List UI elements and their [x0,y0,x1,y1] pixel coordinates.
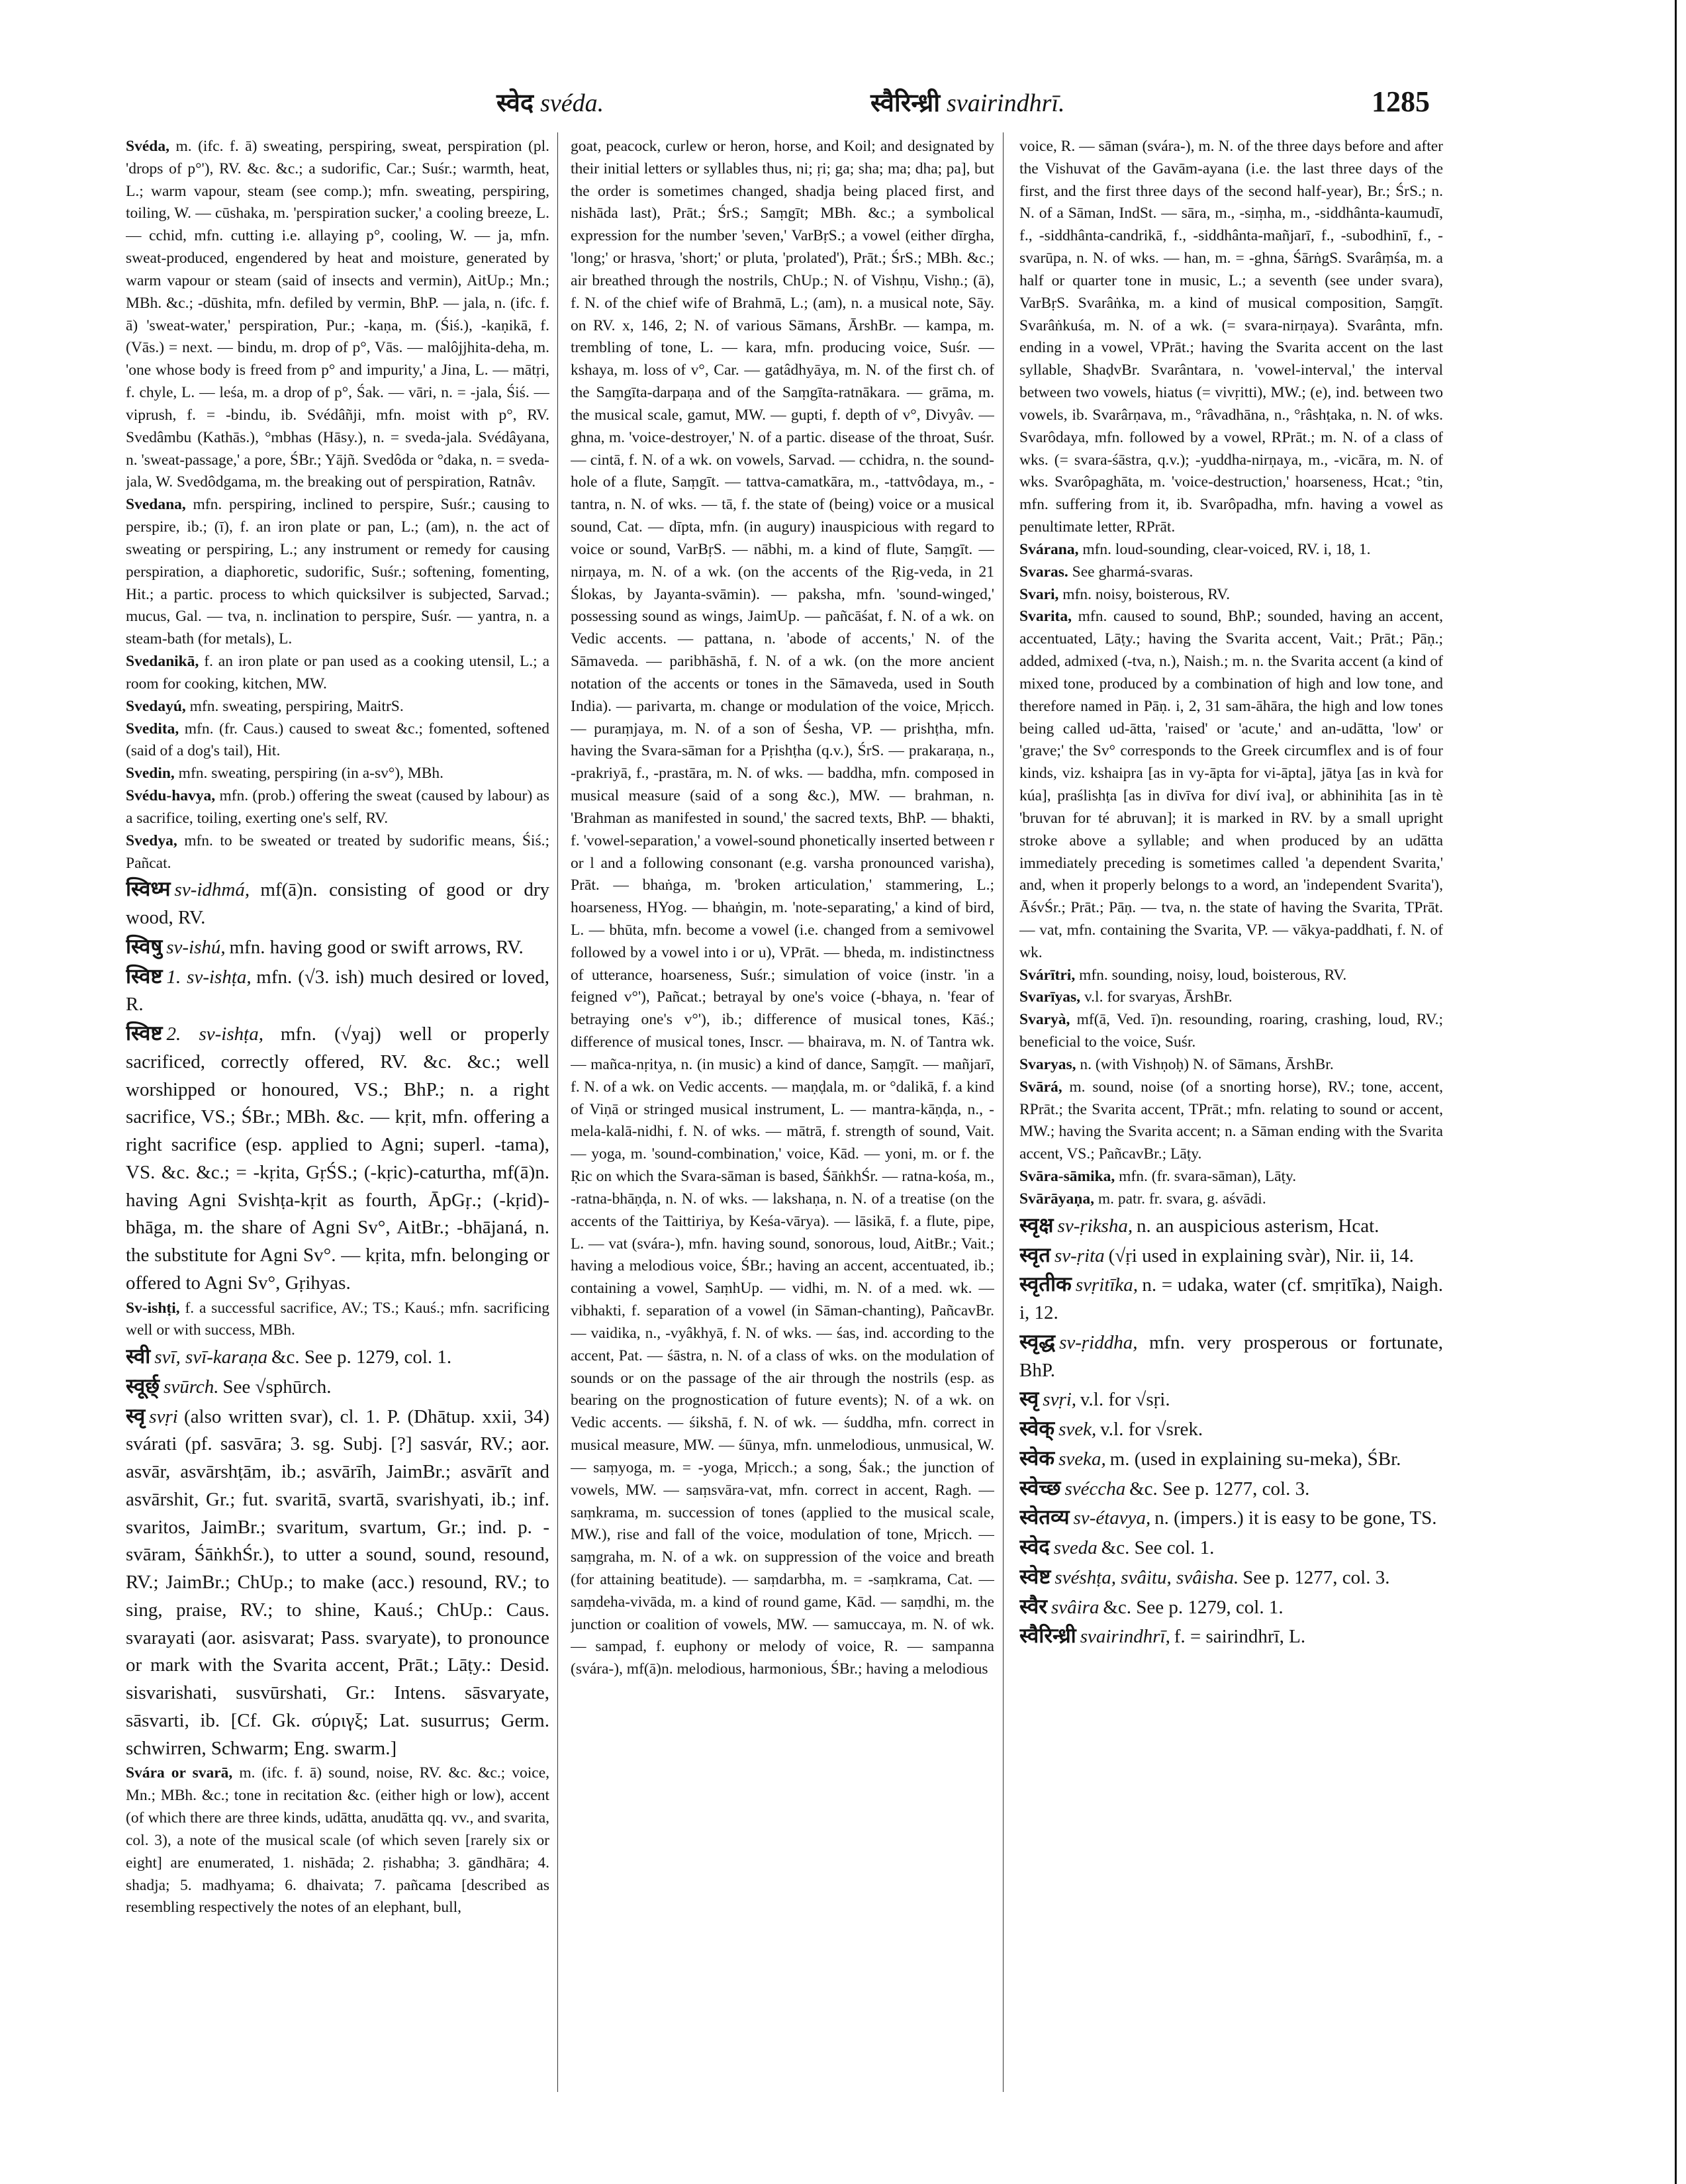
dictionary-entry [1019,1444,1443,1474]
dictionary-entry [126,785,549,830]
entry-definition: mfn. to be sweated or treated by sudorific means, Śiś.; Pañcat. [126,831,549,872]
entry-definition: voice, R. — sāman (svára-), m. N. of the three days before and after the Vishuvat of the Gavām-ayana (i.e. the last three days of the first, and the first three days of the second half-year), Br.; ŚrS.; n. N. of a Sāman, IndSt. — sāra, m., -siṃha, m., -siddhânta-kaumudī, f., -siddhânta-candrikā, f., -siddhânta-mañjarī, f., -subodhinī, f., -svarūpa, n. N. of wks. — han, m. = -ghna, ŚārṅgS. Svarâṃśa, m. a half or quarter tone in music, L.; a seventh (see under svara), VarBṛS. Svarâṅka, m. a kind of musical composition, Saṃgīt. Svarâṅkuśa, m. N. of a wk. (= svara-nirṇaya). Svarânta, mfn. ending in a vowel, VPrāt.; having the Svarita accent on the last syllable, ShaḍvBr. Svarântara, n. 'vowel-interval,' the interval between two vowels, hiatus (= vivṛitti), MW.; (e), ind. between two vowels, ib. Svarârṇava, m., °râvadhāna, n., °râshṭaka, n. N. of wks. Svarôdaya, mfn. followed by a vowel, RPrāt.; m. N. of a class of wks. (= svara-śāstra, q.v.); -yuddha-nirṇaya, m., -vicāra, m. N. of wks. Svarôpaghāta, m. 'voice-destruction,' hoarseness, Hcat.; °tin, mfn. suffering from it, ib. Svarôpadha, mfn. having a vowel as penultimate letter, RPrāt. [1019,138,1443,536]
entry-devanagari: स्वेक् [1019,1417,1055,1440]
entry-headword: Svarita, [1019,608,1072,626]
entry-headword: Svedita, [126,720,179,737]
entry-devanagari: स्वेच्छ [1019,1476,1061,1499]
entry-definition: v.l. for √srek. [1100,1419,1203,1440]
entry-headword: sv-ishú, [166,936,226,958]
entry-headword: Svára or svarā, [126,1764,233,1782]
entry-headword: Svárītri, [1019,966,1076,984]
dictionary-entry [1019,1592,1443,1622]
entry-headword: Svedana, [126,496,186,514]
entry-headword: 2. sv-ishṭa, [166,1023,263,1045]
entry-definition: mfn. (fr. svara-sāman), Lāṭy. [1119,1168,1297,1186]
dictionary-entry [1019,1474,1443,1503]
entry-headword: Svārá, [1019,1078,1062,1096]
entry-headword: svūrch. [164,1376,219,1398]
entry-definition: mfn. sweating, perspiring (in a-sv°), MBh. [178,765,444,783]
entry-headword: svéccha [1064,1478,1126,1499]
entry-headword: Svedayú, [126,697,186,715]
dictionary-entry [1019,1327,1443,1385]
dictionary-entry [126,1401,549,1763]
dictionary-entry [126,763,549,785]
entry-definition: f. = sairindhrī, L. [1174,1626,1306,1648]
entry-headword: svairindhrī, [1080,1626,1170,1648]
dictionary-entry [126,1372,549,1401]
running-head-left [496,85,604,119]
dictionary-entry [126,696,549,718]
dictionary-entry [1019,1533,1443,1562]
entry-headword: Svárana, [1019,540,1079,558]
entry-headword: sv-ṛiddha, [1059,1331,1138,1353]
dictionary-entry [1019,1166,1443,1188]
dictionary-entry [1019,1009,1443,1054]
entry-definition: m. patr. fr. svara, g. aśvādi. [1098,1190,1266,1208]
entry-headword: Svedya, [126,831,177,849]
entry-definition: mfn. loud-sounding, clear-voiced, RV. i, 18, 1. [1082,540,1371,558]
dictionary-entry [126,1762,549,1919]
entry-headword: Sv-ishṭi, [126,1299,180,1317]
entry-definition: mfn. (√yaj) well or properly sacrificed, correctly offered, RV. &c. &c.; well worshipped or honoured, VS.; BhP.; n. a right sacrifice, VS.; ŚBr.; MBh. &c. — kṛit, mfn. offering a right sacrifice (esp. applied to Agni; superl. -tama), VS. &c. &c.; = -kṛita, GṛŚS.; (-kṛic)-caturtha, mf(ā)n. having Agni Svishṭa-kṛit as fourth, ĀpGṛ.; (-kṛid)-bhāga, m. the share of Agni Sv°, AitBr.; -bhājaná, n. the substitute for Agni Sv°. — kṛita, mfn. belonging or offered to Agni Sv°, Gṛihyas. [126,1023,549,1294]
entry-devanagari: स्विषु [126,934,163,958]
entry-definition: mf(ā, Ved. ī)n. resounding, roaring, crashing, loud, RV.; beneficial to the voice, Suśr. [1019,1011,1443,1051]
entry-headword: Svāra-sāmika, [1019,1168,1115,1186]
entry-definition: f. a successful sacrifice, AV.; TS.; Kauś.; mfn. sacrificing well or with success, MBh. [126,1299,549,1339]
dictionary-entry [1019,136,1443,539]
entry-definition: v.l. for √sṛi. [1080,1389,1170,1411]
dictionary-entry [1019,1211,1443,1241]
entry-devanagari: स्वृत [1019,1243,1051,1266]
dictionary-entry [1019,561,1443,584]
entry-definition: See gharmá-svaras. [1072,563,1194,581]
dictionary-entry [126,875,549,932]
entry-definition: goat, peacock, curlew or heron, horse, and Koil; and designated by their initial letters or syllables thus, ni; ṛi; ga; sha; ma; dha; pa], but the order is sometimes changed, shadja being placed first, and nishāda last), Prāt.; ŚrS.; Saṃgīt; MBh. &c.; a symbolical expression for the number 'seven,' VarBṛS.; a vowel (either dīrgha, 'long;' or hrasva, 'short;' or pluta, 'prolated'), Prāt.; ŚrS.; MBh. &c.; air breathed through the nostrils, ChUp.; N. of Vishṇu, Vishṇ.; (ā), f. N. of the chief wife of Brahmā, L.; (am), n. a musical note, Sāy. on RV. x, 146, 2; N. of various Sāmans, ĀrshBr. — kampa, m. trembling of tone, L. — kara, mfn. producing voice, Suśr. — kshaya, m. loss of v°, Car. — gatâdhyāya, m. N. of the first ch. of the Saṃgīta-darpaṇa and of the Saṃgīta-ratnākara. — grāma, m. the musical scale, gamut, MW. — gupti, f. depth of v°, Divyâv. — ghna, m. 'voice-destroyer,' N. of a partic. disease of the throat, Suśr. — cintā, f. N. of a wk. on vowels, Sarvad. — cchidra, n. the sound-hole of a flute, Saṃgīt. — tattva-camatkāra, m., -tattvôdaya, m., -tantra, n. N. of wks. — tā, f. the state of (being) voice or a musical sound, Cat. — dīpta, mfn. (in augury) inauspicious with regard to voice or sound, VarBṛS. — nābhi, m. a kind of flute, Saṃgīt. — nirṇaya, m. N. of a wk. (on the accents of the Ṛig-veda, in 21 Ślokas, by Jayanta-svāmin). — paksha, mfn. 'sound-winged,' possessing sound as wings, JaimUp. — pañcāśat, f. N. of a wk. on Vedic accents. — pattana, n. 'abode of accents,' N. of the Sāmaveda. — paribhāshā, f. N. of a wk. (on the more ancient notation of the accents or tones in the Sāmaveda, used in South India). — parivarta, m. change or modulation of the voice, Mṛicch. — puraṃjaya, m. N. of a son of Śesha, VP. — prishṭha, mfn. having the Svara-sāman for a Pṛishṭha (q.v.), ŚrS. — prakaraṇa, n., -prakriyā, f., -prastāra, m. N. of wks. — baddha, mfn. composed in musical measure (said of a song &c.), MW. — brahman, n. 'Brahman as manifested in sound,' the sacred texts, BhP. — bhakti, f. 'vowel-separation,' a vowel-sound phonetically inserted between r or l and a following consonant (e.g. varsha pronounced varisha), Prāt. — bhaṅga, m. 'broken articulation,' stammering, L.; hoarseness, HYog. — bhaṅgin, m. 'note-separating,' a kind of bird, L. — bhūta, mfn. become a vowel (i.e. changed from a semivowel followed by a vowel into i or u), VPrāt. — bheda, m. indistinctness of utterance, hoarseness, Suśr.; simulation of voice (instr. 'in a feigned v°'), Pañcat.; betrayal by one's voice (-bhaya, n. 'fear of betraying one's v°'), ib.; difference of musical tones, Kāś.; difference of musical tones, Inscr. — bhairava, m. N. of Tantra wk. — mañca-nṛitya, n. (in music) a kind of dance, Saṃgīt. — mañjarī, f. N. of a wk. on Vedic accents. — maṇḍala, m. or °dalikā, f. a kind of Viṇā or stringed musical instrument, L. — mantra-kāṇḍa, n., -mela-kalā-nidhi, f. N. of wks. — mātrā, f. strength of sound, Vait. — yoga, m. 'sound-combination,' voice, Kād. — yoni, m. or f. the Ṛic on which the Svara-sāman is based, ŚāṅkhŚr. — ratna-kośa, m., -ratna-bhāṇḍa, n. N. of wks. — lakshaṇa, n. N. of a treatise (on the accents of the Taittiriya, by Keśa-vārya). — lāsikā, f. a flute, pipe, L. — vat (svára-), mfn. having sound, sonorous, loud, AitBr.; Vait.; having a melodious voice, ŚBr.; having an accent, accentuated, ib.; containing a vowel, SaṃhUp. — vidhi, m. N. of a med. wk. — vibhakti, f. separation of a vowel (in Sāman-chanting), PañcavBr. — vaidika, n., -vyâkhyā, f. N. of wks. — śas, ind. according to the accent, Pat. — śāstra, n. N. of a class of wks. on the modulation of sounds or on the passage of the air through the nostrils (esp. as bearing on the prognostication of future events); N. of a wk. on Vedic accents. — śikshā, f. N. of wk. — śuddha, mfn. correct in musical measure, MW. — śūnya, mfn. unmelodious, unmusical, W. — saṃyoga, m. = -yoga, Mṛicch.; a song, Śak.; the junction of vowels, MW. — saṃsvāra-vat, mfn. correct in accent, Ragh. — saṃkrama, m. succession of tones (applied to the musical scale, MW.), rise and fall of the voice, modulation of tone, Mṛicch. — saṃgraha, m. N. of a wk. on suppression of the voice and breath (for attaining beatitude). — saṃdarbha, m. = -saṃkrama, Cat. — saṃdeha-vivāda, m. a kind of round game, Kād. — saṃdhi, m. the junction or coalition of vowels, MW. — samuccaya, m. N. of wk. — sampad, f. euphony or melody of voice, R. — sampanna (svára-), mf(ā)n. melodious, harmonious, ŚBr.; having a melodious [571,138,994,1678]
entry-devanagari: स्वृ [1019,1387,1039,1411]
dictionary-column-2 [571,136,994,2115]
entry-headword: Svaryas, [1019,1055,1076,1073]
entry-definition: &c. See p. 1277, col. 3. [1129,1478,1310,1499]
entry-headword: sveda [1053,1537,1098,1558]
entry-headword: svṛi [149,1405,178,1427]
dictionary-entry [1019,1384,1443,1414]
entry-definition: n. an auspicious asterism, Hcat. [1136,1215,1380,1237]
dictionary-entry [126,962,549,1020]
entry-definition: mfn. having good or swift arrows, RV. [229,936,524,958]
dictionary-entry [126,1342,549,1372]
entry-headword: Svārāyaṇa, [1019,1190,1094,1208]
dictionary-entry [1019,1188,1443,1211]
entry-definition: mfn. (prob.) offering the sweat (caused by labour) as a sacrifice, toiling, exerting one's self, RV. [126,787,549,827]
dictionary-entry [1019,1414,1443,1444]
dictionary-entry [1019,1054,1443,1076]
dictionary-entry [126,932,549,962]
entry-headword: sv-ṛita [1054,1245,1105,1266]
entry-devanagari: स्विध्म [126,877,171,901]
dictionary-entry [1019,1241,1443,1270]
entry-headword: svī, svī-karaṇa [154,1347,268,1368]
page-edge [1675,0,1677,2184]
entry-devanagari: स्वी [126,1345,151,1368]
entry-devanagari: स्वृ [126,1403,146,1427]
column-divider [557,132,558,2092]
entry-definition: m. (ifc. f. ā) sound, noise, RV. &c. &c.; voice, Mn.; MBh. &c.; tone in recitation &c. (either high or low), accent (of which there are three kinds, udātta, anudātta qq. vv., and svarita, col. 3), a note of the musical scale (of which seven [rarely six or eight] are enumerated, 1. nishāda; 2. ṛishabha; 3. gāndhāra; 4. shadja; 5. madhyama; 6. dhaivata; 7. pañcama [described as resembling respectively the notes of an elephant, bull, [126,1764,549,1917]
entry-devanagari: स्वेद [1019,1535,1050,1558]
page-header [126,85,1430,131]
dictionary-entry [126,136,549,494]
page-number: 1285 [1372,85,1430,118]
running-head-right-roman: svairindhrī. [947,89,1065,117]
entry-definition: v.l. for svaryas, ĀrshBr. [1084,988,1233,1006]
dictionary-entry [126,651,549,696]
entry-definition: (√ṛi used in explaining svàr), Nir. ii, 14. [1108,1245,1414,1266]
dictionary-entry [126,494,549,651]
entry-devanagari: स्वैरिन्ध्री [1019,1624,1076,1648]
entry-definition: (also written svar), cl. 1. P. (Dhātup. xxii, 34) svárati (pf. sasvāra; 3. sg. Subj. [?] sasvár, RV.; aor. asvār, asvārshṭām, ib.; asvārīh, JaimBr.; asvārīt and asvārshit, Gr.; fut. svaritā, svartā, svarishyati, ib.; inf. svaritos, JaimBr.; svaritum, svartum, Gr.; ind. p. -svāram, ŚāṅkhŚr.), to utter a sound, sound, resound, RV.; JaimBr.; ChUp.; to make (acc.) resound, RV.; to sing, praise, RV.; to shine, Kauś.; ChUp.: Caus. svarayati (aor. asisvarat; Pass. svaryate), to pronounce or mark with the Svarita accent, Prāt.; Lāṭy.: Desid. sisvarishati, susvūrshati, Gr.: Intens. sāsvaryate, sāsvarti, ib. [Cf. Gk. σύριγξ; Lat. susurrus; Germ. schwirren, Schwarm; Eng. swarm.] [126,1405,549,1759]
dictionary-entry [571,136,994,1681]
entry-definition: mfn. (√3. ish) much desired or loved, R. [126,966,549,1016]
entry-definition: mf(ā)n. consisting of good or dry wood, RV. [126,879,549,929]
entry-devanagari: स्विष्ट [126,964,163,988]
entry-devanagari: स्वेतव्य [1019,1505,1070,1529]
entry-devanagari: स्वेक [1019,1446,1055,1470]
entry-definition: n. (impers.) it is easy to be gone, TS. [1154,1507,1437,1529]
dictionary-entry [1019,986,1443,1009]
entry-headword: sv-idhmá, [174,879,250,901]
entry-headword: Svarīyas, [1019,988,1081,1006]
dictionary-entry [1019,965,1443,987]
entry-definition: mfn. sweating, perspiring, MaitrS. [189,697,404,715]
dictionary-column-1 [126,136,549,2115]
entry-definition: mfn. (fr. Caus.) caused to sweat &c.; fomented, softened (said of a dog's tail), Hit. [126,720,549,760]
dictionary-entry [1019,1270,1443,1327]
entry-definition: &c. See p. 1279, col. 1. [1103,1596,1284,1618]
entry-headword: svek, [1058,1419,1097,1440]
dictionary-entry [126,830,549,875]
entry-devanagari: स्वेष्ट [1019,1564,1051,1588]
dictionary-entry [126,1298,549,1343]
dictionary-entry [126,1019,549,1298]
entry-definition: mfn. very prosperous or fortunate, BhP. [1019,1331,1443,1381]
entry-definition: n. (with Vishṇoḥ) N. of Sāmans, ĀrshBr. [1080,1055,1334,1073]
dictionary-entry [1019,584,1443,606]
dictionary-entry [1019,1621,1443,1651]
column-divider [1003,132,1004,2092]
entry-headword: sv-ṛiksha, [1057,1215,1133,1237]
entry-headword: Svedanikā, [126,653,199,671]
entry-devanagari: स्वृक्ष [1019,1213,1054,1237]
entry-devanagari: स्विष्ट [126,1021,163,1045]
entry-headword: Svaras. [1019,563,1068,581]
dictionary-entry [1019,1076,1443,1166]
entry-headword: Svedin, [126,765,175,783]
dictionary-entry [126,718,549,763]
dictionary-entry [1019,1562,1443,1592]
dictionary-entry [1019,539,1443,561]
entry-devanagari: स्वृद्ध [1019,1329,1056,1353]
entry-headword: sveka, [1058,1448,1106,1470]
entry-definition: f. an iron plate or pan used as a cooking utensil, L.; a room for cooking, kitchen, MW. [126,653,549,692]
dictionary-column-3 [1019,136,1443,2115]
dictionary-entry [1019,606,1443,964]
running-head-right [870,85,1064,119]
entry-devanagari: स्वृतीक [1019,1272,1072,1296]
entry-definition: mfn. noisy, boisterous, RV. [1062,585,1230,603]
entry-headword: Svédu-havya, [126,787,216,805]
entry-definition: m. (used in explaining su-meka), ŚBr. [1109,1448,1401,1470]
running-head-left-roman: svéda. [540,89,604,117]
entry-definition: mfn. perspiring, inclined to perspire, Suśr.; causing to perspire, ib.; (ī), f. an iron plate or pan, L.; (am), n. the act of sweating or perspiring, L.; any instrument or remedy for causing perspiration, a diaphoretic, sudorific, Suśr.; softening, fomenting, Hit.; a partic. process to which quicksilver is subjected, Sarvad.; mucus, Gal. — tva, n. inclination to perspire, Suśr. — yantra, n. a steam-bath (for metals), L. [126,496,549,648]
entry-definition: mfn. sounding, noisy, loud, boisterous, RV. [1079,966,1347,984]
entry-definition: &c. See col. 1. [1101,1537,1215,1558]
entry-definition: mfn. caused to sound, BhP.; sounded, having an accent, accentuated, Lāṭy.; having the Svarita accent, Vait.; Prāt.; Pāṇ.; added, admixed (-tva, n.), Naish.; m. n. the Svarita accent (a kind of mixed tone, produced by a combination of high and low tone, and therefore named in Pāṇ. i, 2, 31 sam-āhāra, the high and low tones being called ud-ātta, 'raised' or 'acute,' and an-udātta, 'low' or 'grave;' the Sv° corresponds to the Greek circumflex and is of four kinds, viz. kshaipra [as in vy-āpta for vi-āpta], jātya [as in kvà for kúa], praślishṭa [as in divīva for diví iva], or abhinihita [as in tè 'bruvan for té abruvan]; it is marked in RV. by a small upright stroke above a syllable; and when produced by an udātta immediately preceding is sometimes called 'a dependent Svarita,' and, when it properly belongs to a word, an 'independent Svarita'), ĀśvŚr.; Prāt.; Pāṇ. — tva, n. the state of having the Svarita, TPrāt. — vat, mfn. containing the Svarita, VP. — vākya-paddhati, f. N. of wk. [1019,608,1443,961]
entry-definition: See p. 1277, col. 3. [1242,1566,1390,1588]
entry-headword: 1. sv-ishṭa, [166,966,252,988]
entry-headword: Svaryà, [1019,1011,1070,1029]
running-head-left-devanagari: स्वेद [496,89,534,117]
dictionary-entry [1019,1503,1443,1533]
entry-devanagari: स्वूर्छ् [126,1374,160,1398]
entry-headword: svâira [1051,1596,1100,1618]
entry-headword: svéshṭa, svâitu, svâisha. [1054,1566,1239,1588]
entry-definition: See √sphūrch. [222,1376,332,1398]
entry-headword: Svari, [1019,585,1059,603]
entry-definition: &c. See p. 1279, col. 1. [271,1347,452,1368]
entry-headword: Svéda, [126,138,169,155]
entry-headword: svṛi, [1043,1389,1077,1411]
running-head-right-devanagari: स्वैरिन्ध्री [870,89,941,117]
entry-definition: m. sound, noise (of a snorting horse), RV.; tone, accent, RPrāt.; the Svarita accent, TPrāt.; mfn. relating to sound or accent, MW.; having the Svarita accent; n. a Sāman ending with the Svarita accent, VS.; PañcavBr.; Lāṭy. [1019,1078,1443,1163]
entry-headword: svṛitīka, [1075,1274,1139,1296]
entry-headword: sv-étavya, [1073,1507,1151,1529]
entry-devanagari: स्वैर [1019,1594,1047,1618]
entry-definition: m. (ifc. f. ā) sweating, perspiring, sweat, perspiration (pl. 'drops of p°'), RV. &c. &c.; a sudorific, Car.; Suśr.; warmth, heat, L.; warm vapour, steam (see comp.); mfn. sweating, perspiring, toiling, W. — cūshaka, m. 'perspiration sucker,' a cooling breeze, L. — cchid, mfn. cutting i.e. allaying p°, cooling, W. — ja, mfn. sweat-produced, engendered by heat and moisture, generated by warm vapour or steam (said of insects and vermin), AitUp.; Mn.; MBh. &c.; -dūshita, mfn. defiled by vermin, BhP. — jala, n. (ifc. f. ā) 'sweat-water,' perspiration, Pur.; -kaṇa, m. (Śiś.), -kaṇikā, f. (Vās.) = next. — bindu, m. drop of p°, Vās. — malôjjhita-deha, m. 'one whose body is freed from p° and impurity,' a Jina, L. — mātṛi, f. chyle, L. — leśa, m. a drop of p°, Śak. — vāri, n. = -jala, Śiś. — viprush, f. = -bindu, ib. Svédâñji, mfn. moist with p°, RV. Svedâmbu (Kathās.), °mbhas (Hāsy.), n. = sveda-jala. Svédâyana, n. 'sweat-passage,' a pore, ŚBr.; Yājñ. Svedôda or °daka, n. = sveda-jala, W. Svedôdgama, m. the breaking out of perspiration, Ratnâv. [126,138,549,491]
entry-definition: n. = udaka, water (cf. smṛitīka), Naigh. i, 12. [1019,1274,1443,1323]
